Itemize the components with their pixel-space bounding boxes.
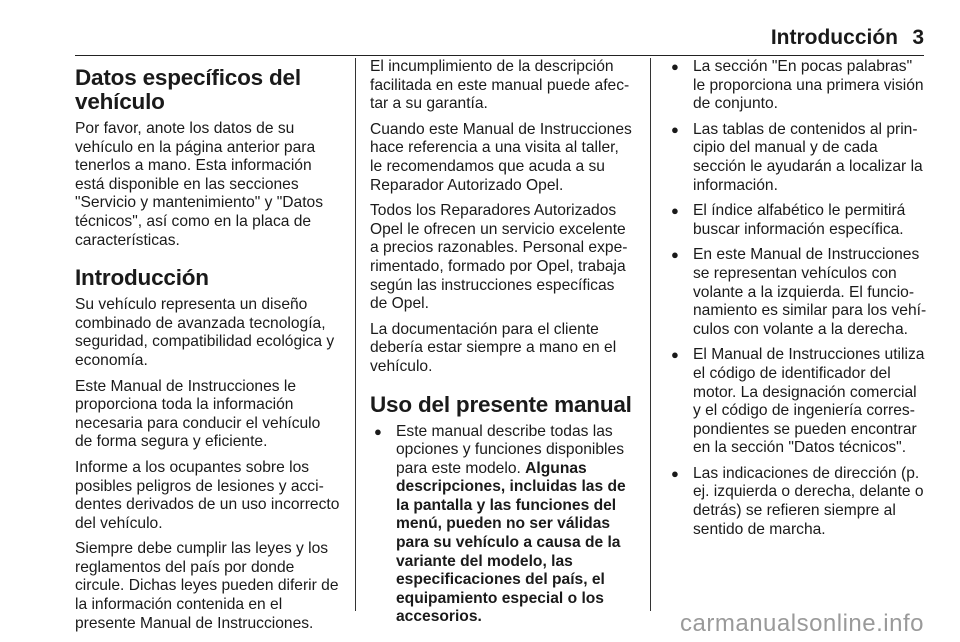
paragraph: Informe a los ocupantes sobre los posibles peligros de lesiones y accidentes derivados de un uso incorrecto del vehículo. xyxy=(75,458,340,532)
paragraph: Este Manual de Instrucciones le proporciona toda la información necesaria para conducir el vehículo de forma segura y eficiente. xyxy=(75,377,321,451)
header-title: Introducción xyxy=(770,26,898,49)
paragraph: El incumplimiento de la descripción facilitada en este manual puede afectar a su garantía. xyxy=(370,58,630,113)
paragraph: Por favor, anote los datos de su vehículo en la página anterior para tenerlos a mano. Esta información está disponible en las secciones "Servicio y mantenimiento" y "Datos técnicos", así como en la placa de características. xyxy=(75,120,324,249)
list-item: ● En este Manual de Instrucciones se representan vehículos con volante a la izquierda. El funcionamiento es similar para los vehículos con volante a la derecha. xyxy=(667,246,927,339)
list-item: ● Las indicaciones de dirección (p. ej. izquierda o derecha, delante o detrás) se refieren siempre al sentido de marcha. xyxy=(667,465,927,539)
page-header xyxy=(0,0,960,56)
page-number: 3 xyxy=(912,26,924,49)
bullet-list xyxy=(667,58,927,539)
list-item: ● El Manual de Instrucciones utiliza el código de identificador del motor. La designación comercial y el código de ingeniería correspondientes se pueden encontrar en la sección "Datos técnicos". xyxy=(667,346,927,458)
column-2 xyxy=(370,58,632,634)
list-item: ● Las tablas de contenidos al principio del manual y de cada sección le ayudarán a localizar la información. xyxy=(667,121,927,195)
column-3 xyxy=(667,58,927,546)
bullet-list xyxy=(370,423,632,628)
list-item: ● La sección "En pocas palabras" le proporciona una primera visión de conjunto. xyxy=(667,58,927,114)
section-heading-manual-use: Uso del presente manual xyxy=(370,391,632,417)
paragraph: Siempre debe cumplir las leyes y los reglamentos del país por donde circule. Dichas leyes pueden diferir de la información contenida en el presente Manual de Instrucciones. xyxy=(75,540,339,632)
paragraph: Todos los Reparadores Autorizados Opel le ofrecen un servicio excelente a precios razonables. Personal experimentado, formado por Opel, trabaja según las instrucciones específicas de Opel. xyxy=(370,202,628,313)
bullet-text-bold: Algunas descripciones, incluidas las de la pantalla y las funciones del menú, pueden no ser válidas para su vehículo a causa de la variante del modelo, las especificaciones del país, el equipamiento especial o los accesorios. xyxy=(396,459,626,626)
paragraph: Cuando este Manual de Instrucciones hace referencia a una visita al taller, le recomendamos que acuda a su Reparador Autorizado Opel. xyxy=(370,120,632,194)
bullet-text: Este manual describe todas las opciones y funciones disponibles para este modelo. xyxy=(396,422,624,477)
column-1 xyxy=(75,58,341,640)
paragraph: La documentación para el cliente debería estar siempre a mano en el vehículo. xyxy=(370,320,617,375)
column-divider-1 xyxy=(355,58,356,611)
watermark: carmanualsonline.info xyxy=(680,610,924,637)
paragraph: Su vehículo representa un diseño combinado de avanzada tecnología, seguridad, compatibilidad ecológica y economía. xyxy=(75,296,335,369)
list-item xyxy=(370,423,632,628)
list-item: ● El índice alfabético le permitirá buscar información específica. xyxy=(667,202,927,239)
header-divider xyxy=(75,55,924,56)
section-heading-introduction: Introducción xyxy=(75,265,209,291)
section-heading-vehicle-data: Datos específicos del vehículo xyxy=(75,65,301,114)
column-divider-2 xyxy=(650,58,651,611)
